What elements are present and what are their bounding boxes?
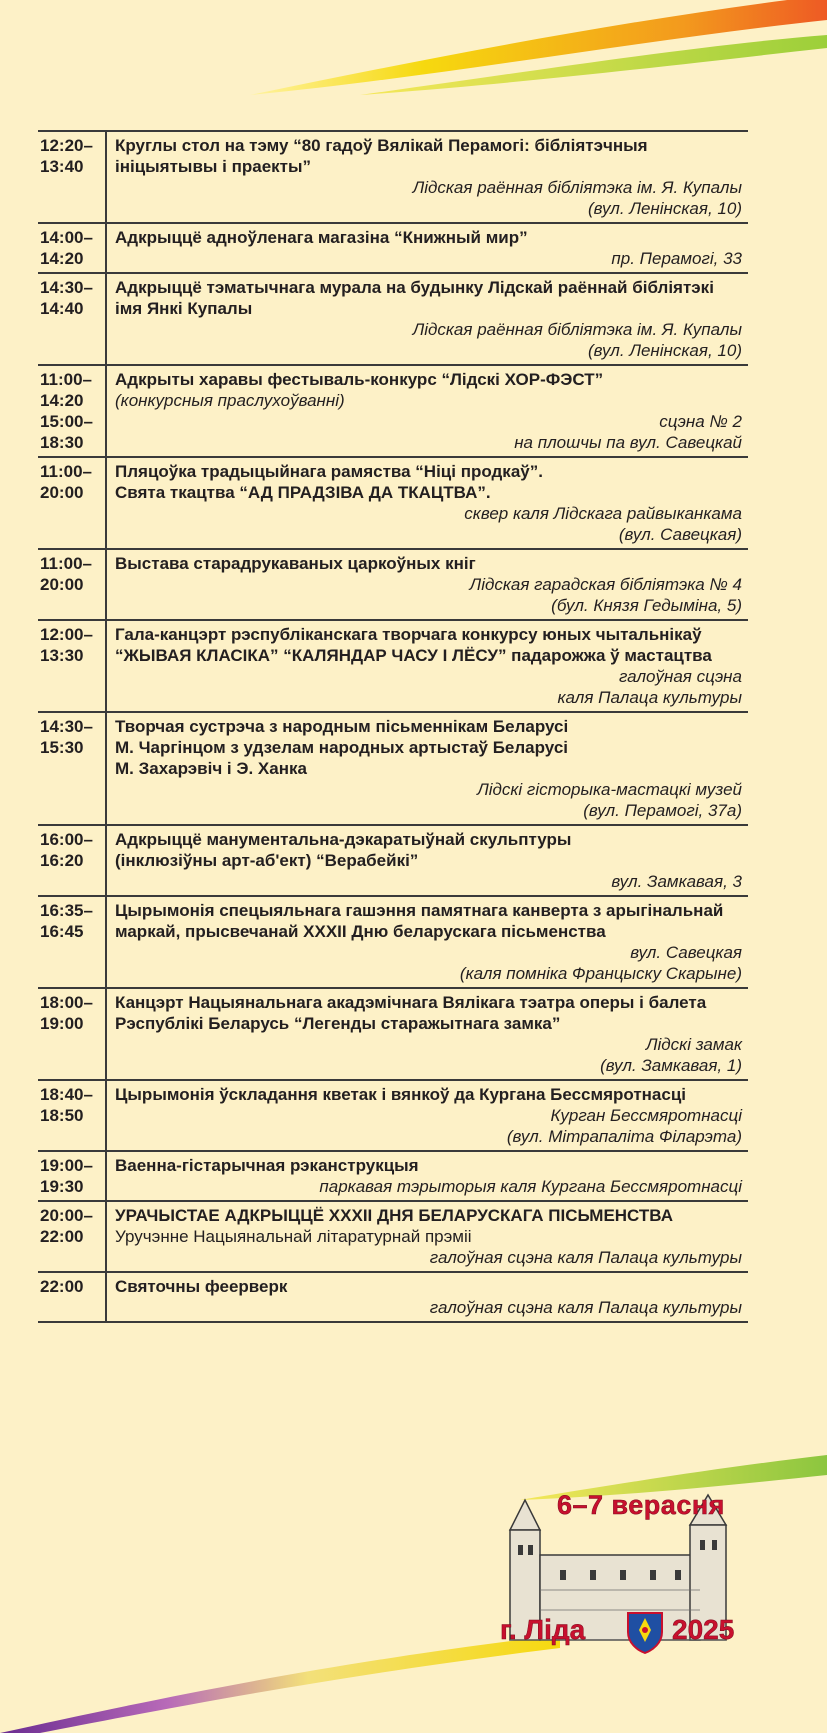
time-value: 16:20 [40, 851, 84, 870]
event-time [38, 1080, 106, 1151]
event-title: Круглы стол на тэму “80 гадоў Вялікай Перамогі: бібліятэчныя ініцыятывы і праекты” [115, 136, 648, 176]
event-time [38, 988, 106, 1080]
event-location: (каля помніка Францыску Скарыне) [459, 964, 742, 983]
event-time [38, 549, 106, 620]
time-value: 13:30 [40, 646, 84, 665]
event-details [106, 1151, 748, 1201]
time-value: 18:00– [40, 993, 93, 1012]
time-value: 19:30 [40, 1177, 84, 1196]
schedule-row [38, 825, 748, 896]
time-value: 18:40– [40, 1085, 93, 1104]
lida-coat-of-arms-icon [625, 1610, 665, 1654]
time-value: 11:00– [40, 462, 92, 481]
event-details [106, 620, 748, 712]
time-value: 16:45 [40, 922, 84, 941]
event-dates: 6–7 верасня [557, 1490, 725, 1520]
time-value: 13:40 [40, 157, 84, 176]
event-location: (вул. Савецкая) [618, 525, 742, 544]
event-details [106, 273, 748, 365]
event-location: (вул. Замкавая, 1) [600, 1056, 742, 1075]
time-value: 14:40 [40, 299, 84, 318]
schedule-table [38, 130, 748, 1323]
event-location: (вул. Ленінская, 10) [588, 341, 742, 360]
event-title: М. Захарэвіч і Э. Ханка [115, 759, 307, 778]
event-location: (вул. Мітрапаліта Філарэта) [506, 1127, 742, 1146]
event-title: Творчая сустрэча з народным пісьменнікам Беларусі [115, 717, 569, 736]
event-title: Цырымонія ўскладання кветак і вянкоў да Кургана Бессмяротнасці [115, 1085, 687, 1104]
time-value: 20:00 [40, 483, 84, 502]
event-location: (вул. Перамогі, 37а) [583, 801, 742, 820]
event-location: на плошчы па вул. Савецкай [514, 433, 742, 452]
schedule-row [38, 1272, 748, 1322]
event-location: Лідскі гісторыка-мастацкі музей [477, 780, 742, 799]
event-time [38, 273, 106, 365]
event-title: Пляцоўка традыцыйнага рамяства “Ніці продкаў”. [115, 462, 543, 481]
event-details [106, 825, 748, 896]
time-value: 18:50 [40, 1106, 84, 1125]
event-details [106, 988, 748, 1080]
event-details [106, 457, 748, 549]
time-value: 15:30 [40, 738, 84, 757]
event-location: паркавая тэрыторыя каля Кургана Бессмяротнасці [319, 1177, 742, 1196]
schedule-row [38, 131, 748, 223]
event-location: (вул. Ленінская, 10) [588, 199, 742, 218]
schedule-row [38, 988, 748, 1080]
event-details [106, 223, 748, 273]
time-value: 19:00– [40, 1156, 93, 1175]
schedule-row [38, 273, 748, 365]
time-value: 22:00 [40, 1227, 84, 1246]
event-title: Адкрыццё тэматычнага мурала на будынку Лідскай раённай бібліятэкі імя Янкі Купалы [115, 278, 714, 318]
time-value: 16:00– [40, 830, 93, 849]
event-details [106, 1272, 748, 1322]
event-location: сквер каля Лідскага райвыканкама [464, 504, 742, 523]
time-value: 20:00– [40, 1206, 93, 1225]
time-value: 12:00– [40, 625, 93, 644]
event-title: Выстава старадрукаваных царкоўных кніг [115, 554, 476, 573]
schedule-row [38, 549, 748, 620]
event-note: Уручэнне Нацыянальнай літаратурнай прэміі [115, 1227, 472, 1246]
event-details [106, 1201, 748, 1272]
event-location: галоўная сцэна каля Палаца культуры [429, 1248, 742, 1267]
event-details [106, 549, 748, 620]
event-time [38, 825, 106, 896]
event-time [38, 131, 106, 223]
event-title: Свята ткацтва “АД ПРАДЗІВА ДА ТКАЦТВА”. [115, 483, 491, 502]
bottom-stripe-purple [0, 1635, 560, 1733]
event-note: (конкурсныя праслухоўванні) [115, 391, 345, 410]
time-value: 20:00 [40, 575, 84, 594]
time-value: 11:00– [40, 370, 92, 389]
event-location: Лідская раённая бібліятэка ім. Я. Купалы [412, 178, 742, 197]
time-value: 14:00– [40, 228, 93, 247]
time-value: 14:30– [40, 717, 93, 736]
event-title: Ваенна-гістарычная рэканструкцыя [115, 1156, 419, 1175]
event-title: УРАЧЫСТАЕ АДКРЫЦЦЁ XXXII ДНЯ БЕЛАРУСКАГА ПІСЬМЕНСТВА [115, 1206, 674, 1225]
event-location: сцэна № 2 [659, 412, 742, 431]
event-title: Гала-канцэрт рэспубліканскага творчага конкурсу юных чытальнікаў “ЖЫВАЯ КЛАСІКА” “КАЛЯНДАР ЧАСУ І ЛЁСУ” падарожжа ў мастацтва [115, 625, 712, 665]
schedule-row [38, 365, 748, 457]
event-time [38, 1151, 106, 1201]
schedule-row [38, 896, 748, 988]
event-time [38, 1272, 106, 1322]
time-value: 16:35– [40, 901, 93, 920]
schedule-row [38, 1201, 748, 1272]
event-location: галоўная сцэна [618, 667, 742, 686]
event-details [106, 131, 748, 223]
schedule-row [38, 457, 748, 549]
event-location: галоўная сцэна каля Палаца культуры [429, 1298, 742, 1317]
event-location: вул. Замкавая, 3 [611, 872, 742, 891]
time-value: 14:20 [40, 391, 84, 410]
event-location: каля Палаца культуры [557, 688, 742, 707]
event-time [38, 457, 106, 549]
schedule-row [38, 620, 748, 712]
event-title: Святочны феерверк [115, 1277, 288, 1296]
schedule-row [38, 1080, 748, 1151]
event-time [38, 223, 106, 273]
event-location: вул. Савецкая [630, 943, 742, 962]
event-location: Лідская гарадская бібліятэка № 4 [469, 575, 742, 594]
event-time [38, 712, 106, 825]
event-details [106, 712, 748, 825]
schedule-row [38, 223, 748, 273]
event-time [38, 620, 106, 712]
schedule-row [38, 1151, 748, 1201]
event-title: Адкрыццё манументальна-дэкаратыўнай скульптуры [115, 830, 572, 849]
event-time [38, 365, 106, 457]
event-year: 2025 [672, 1614, 735, 1645]
event-location: Курган Бессмяротнасці [550, 1106, 742, 1125]
event-details [106, 365, 748, 457]
event-title: (інклюзіўны арт-аб'ект) “Верабейкі” [115, 851, 419, 870]
time-value: 12:20– [40, 136, 93, 155]
time-value: 19:00 [40, 1014, 84, 1033]
time-value: 14:30– [40, 278, 93, 297]
time-value: 18:30 [40, 433, 84, 452]
event-location: (бул. Князя Гедыміна, 5) [551, 596, 742, 615]
event-title: Адкрыты харавы фестываль-конкурс “Лідскі ХОР-ФЭСТ” [115, 370, 604, 389]
event-title: М. Чаргінцом з удзелам народных артыстаў Беларусі [115, 738, 568, 757]
time-value: 11:00– [40, 554, 92, 573]
event-details [106, 1080, 748, 1151]
event-location: Лідская раённая бібліятэка ім. Я. Купалы [412, 320, 742, 339]
event-time [38, 1201, 106, 1272]
event-details [106, 896, 748, 988]
time-value: 14:20 [40, 249, 84, 268]
time-value: 15:00– [40, 412, 93, 431]
event-title: Канцэрт Нацыянальнага акадэмічнага Вялікага тэатра оперы і балета Рэспублікі Беларусь “Легенды старажытнага замка” [115, 993, 707, 1033]
event-title: Цырымонія спецыяльнага гашэння памятнага канверта з арыгінальнай маркай, прысвечанай XXXII Дню беларускага пісьменства [115, 901, 724, 941]
event-location: пр. Перамогі, 33 [611, 249, 742, 268]
event-title: Адкрыццё адноўленага магазіна “Книжный мир” [115, 228, 528, 247]
schedule-row [38, 712, 748, 825]
event-location: Лідскі замак [645, 1035, 742, 1054]
event-city: г. Ліда [500, 1614, 586, 1645]
event-time [38, 896, 106, 988]
time-value: 22:00 [40, 1277, 84, 1296]
